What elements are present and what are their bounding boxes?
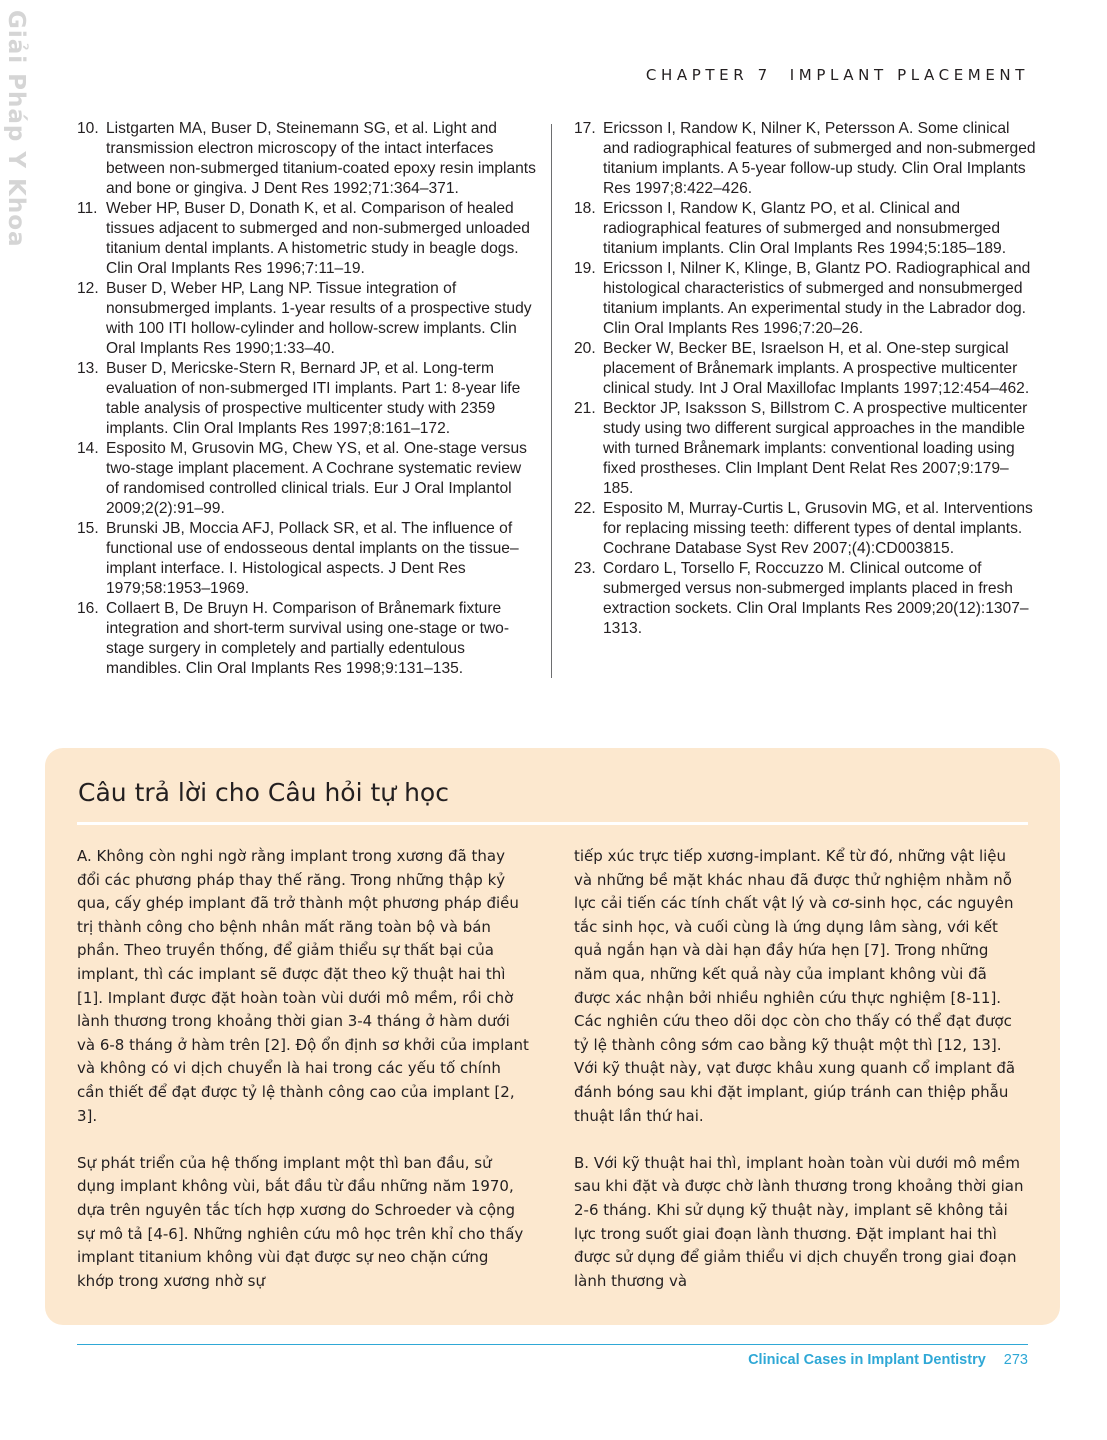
reference-item: [77, 119, 537, 199]
reference-text: Esposito M, Murray-Curtis L, Grusovin MG, et al. Interventions for replacing missing teeth: different types of dental implants. Cochrane Database Syst Rev 2007;(4):CD003815.: [603, 500, 1033, 557]
reference-item: [574, 259, 1036, 339]
reference-text: Ericsson I, Randow K, Nilner K, Petersson A. Some clinical and radiographical features of submerged and non-submerged titanium implants. A 5-year follow-up study. Clin Oral Implants Res 1997;8:422–426.: [603, 120, 1036, 197]
reference-number: 14.: [77, 440, 99, 457]
reference-number: 21.: [574, 400, 596, 417]
reference-item: [77, 279, 537, 359]
reference-number: 10.: [77, 120, 99, 137]
answer-paragraph: A. Không còn nghi ngờ rằng implant trong xương đã thay đổi các phương pháp thay thế răng. Trong những thập kỷ qua, cấy ghép implant đã trở thành một phương pháp điều trị thành công cho bệnh nhân mất răng toàn bộ và bán phần. Theo truyền thống, để giảm thiểu sự thất bại của implant, thì các implant sẽ được đặt theo kỹ thuật hai thì [1]. Implant được đặt hoàn toàn vùi dưới mô mềm, rồi chờ lành thương trong khoảng thời gian 3-4 tháng ở hàm dưới và 6-8 tháng ở hàm trên [2]. Độ ổn định sơ khởi của implant và không có vi dịch chuyển là hai trong các yếu tố chính cần thiết để đạt được tỷ lệ thành công cao của implant [2, 3].: [77, 847, 529, 1125]
reference-number: 16.: [77, 600, 99, 617]
running-header: [646, 66, 1029, 84]
chapter-title: IMPLANT PLACEMENT: [789, 66, 1029, 84]
chapter-label: CHAPTER 7: [645, 66, 772, 84]
reference-number: 11.: [77, 200, 98, 217]
reference-text: Becker W, Becker BE, Israelson H, et al. One-step surgical placement of Brånemark implants. A prospective multicenter clinical study. Int J Oral Maxillofac Implants 1997;12:454–462.: [603, 340, 1030, 397]
reference-item: [77, 599, 537, 679]
references-left-column: [77, 119, 537, 679]
reference-number: 12.: [77, 280, 99, 297]
page-number: 273: [1003, 1352, 1028, 1368]
reference-text: Buser D, Weber HP, Lang NP. Tissue integration of nonsubmerged implants. 1-year results of a prospective study with 100 ITI hollow-cylinder and hollow-screw implants. Clin Oral Implants Res 1990;1:33–40.: [106, 280, 532, 357]
reference-item: [574, 339, 1036, 399]
reference-text: Ericsson I, Nilner K, Klinge, B, Glantz PO. Radiographical and histological characteristics of submerged and nonsubmerged titanium implants. An experimental study in the Labrador dog. Clin Oral Implants Res 1996;7:20–26.: [603, 260, 1031, 337]
reference-item: [574, 559, 1036, 639]
reference-number: 13.: [77, 360, 99, 377]
reference-number: 20.: [574, 340, 596, 357]
reference-number: 17.: [574, 120, 596, 137]
reference-item: [574, 119, 1036, 199]
answers-title-rule: [77, 822, 1028, 825]
reference-item: [77, 199, 537, 279]
reference-item: [77, 439, 537, 519]
book-title: Clinical Cases in Implant Dentistry: [748, 1352, 986, 1368]
reference-text: Cordaro L, Torsello F, Roccuzzo M. Clinical outcome of submerged versus non-submerged implants placed in fresh extraction sockets. Clin Oral Implants Res 2009;20(12):1307–1313.: [603, 560, 1029, 637]
answer-paragraph: B. Với kỹ thuật hai thì, implant hoàn toàn vùi dưới mô mềm sau khi đặt và được chờ lành thương trong khoảng thời gian 2-6 tháng. Khi sử dụng kỹ thuật này, implant sẽ không tải lực trong suốt giai đoạn lành thương. Đặt implant hai thì được sử dụng để giảm thiểu vi dịch chuyển trong giai đoạn lành thương và: [574, 1153, 1024, 1290]
reference-number: 15.: [77, 520, 99, 537]
reference-text: Collaert B, De Bruyn H. Comparison of Brånemark fixture integration and short-term survival using one-stage or two-stage surgery in completely and partially edentulous mandibles. Clin Oral Implants Res 1998;9:131–135.: [106, 600, 510, 677]
answers-left-column: [77, 845, 529, 1317]
watermark: Giải Pháp Y Khoa: [3, 10, 29, 248]
reference-text: Esposito M, Grusovin MG, Chew YS, et al. One-stage versus two-stage implant placement. A Cochrane systematic review of randomised controlled clinical trials. Eur J Oral Implantol 2009;2(2):91–99.: [106, 440, 527, 517]
answers-right-column: [574, 845, 1026, 1317]
reference-text: Ericsson I, Randow K, Glantz PO, et al. Clinical and radiographical features of submerged and nonsubmerged titanium implants. Clin Oral Implants Res 1994;5:185–189.: [603, 200, 1007, 257]
reference-item: [77, 359, 537, 439]
column-divider: [551, 124, 552, 678]
reference-text: Weber HP, Buser D, Donath K, et al. Comparison of healed tissues adjacent to submerged and non-submerged unloaded titanium dental implants. A histometric study in beagle dogs. Clin Oral Implants Res 1996;7:11–19.: [106, 200, 530, 277]
reference-text: Buser D, Mericske-Stern R, Bernard JP, et al. Long-term evaluation of non-submerged ITI implants. Part 1: 8-year life table analysis of prospective multicenter study with 2359 implants. Clin Oral Implants Res 1997;8:161–172.: [106, 360, 521, 437]
reference-text: Brunski JB, Moccia AFJ, Pollack SR, et al. The influence of functional use of endosseous dental implants on the tissue–implant interface. I. Histological aspects. J Dent Res 1979;58:1953–1969.: [106, 520, 519, 597]
reference-item: [574, 499, 1036, 559]
answers-title: Câu trả lời cho Câu hỏi tự học: [78, 778, 449, 807]
reference-text: Becktor JP, Isaksson S, Billstrom C. A prospective multicenter study using two different surgical approaches in the mandible with turned Brånemark implants: conventional loading using fixed prostheses. Clin Implant Dent Relat Res 2007;9:179–185.: [603, 400, 1028, 497]
reference-item: [77, 519, 537, 599]
reference-number: 22.: [574, 500, 596, 517]
reference-number: 23.: [574, 560, 596, 577]
reference-number: 18.: [574, 200, 596, 217]
answer-paragraph: Sự phát triển của hệ thống implant một thì ban đầu, sử dụng implant không vùi, bắt đầu từ đầu những năm 1970, dựa trên nguyên tắc tích hợp xương do Schroeder và cộng sự mô tả [4-6]. Những nghiên cứu mô học trên khỉ cho thấy implant titanium không vùi đạt được sự neo chặn cứng khớp trong xương nhờ sự: [77, 1153, 524, 1290]
reference-text: Listgarten MA, Buser D, Steinemann SG, et al. Light and transmission electron microscopy of the intact interfaces between non-submerged titanium-coated epoxy resin implants and bone or gingiva. J Dent Res 1992;71:364–371.: [106, 120, 536, 197]
reference-item: [574, 399, 1036, 499]
footer-rule: [77, 1344, 1028, 1345]
answers-box: [45, 748, 1060, 1325]
page-footer: [748, 1352, 1028, 1368]
references-right-column: [574, 119, 1036, 639]
answer-paragraph: tiếp xúc trực tiếp xương-implant. Kể từ đó, những vật liệu và những bề mặt khác nhau đã được thử nghiệm nhằm nỗ lực cải tiến các tính chất vật lý và cơ-sinh học, các nguyên tắc sinh học, và cuối cùng là ứng dụng lâm sàng, với kết quả ngắn hạn và dài hạn đầy hứa hẹn [7]. Trong những năm qua, những kết quả này của implant không vùi đã được xác nhận bởi nhiều nghiên cứu thực nghiệm [8-11]. Các nghiên cứu theo dõi dọc còn cho thấy có thể đạt được tỷ lệ thành công sớm cao bằng kỹ thuật một thì [12, 13]. Với kỹ thuật này, vạt được khâu xung quanh cổ implant đã đánh bóng sau khi đặt implant, giúp tránh can thiệp phẫu thuật lần thứ hai.: [574, 847, 1016, 1125]
reference-item: [574, 199, 1036, 259]
reference-number: 19.: [574, 260, 596, 277]
